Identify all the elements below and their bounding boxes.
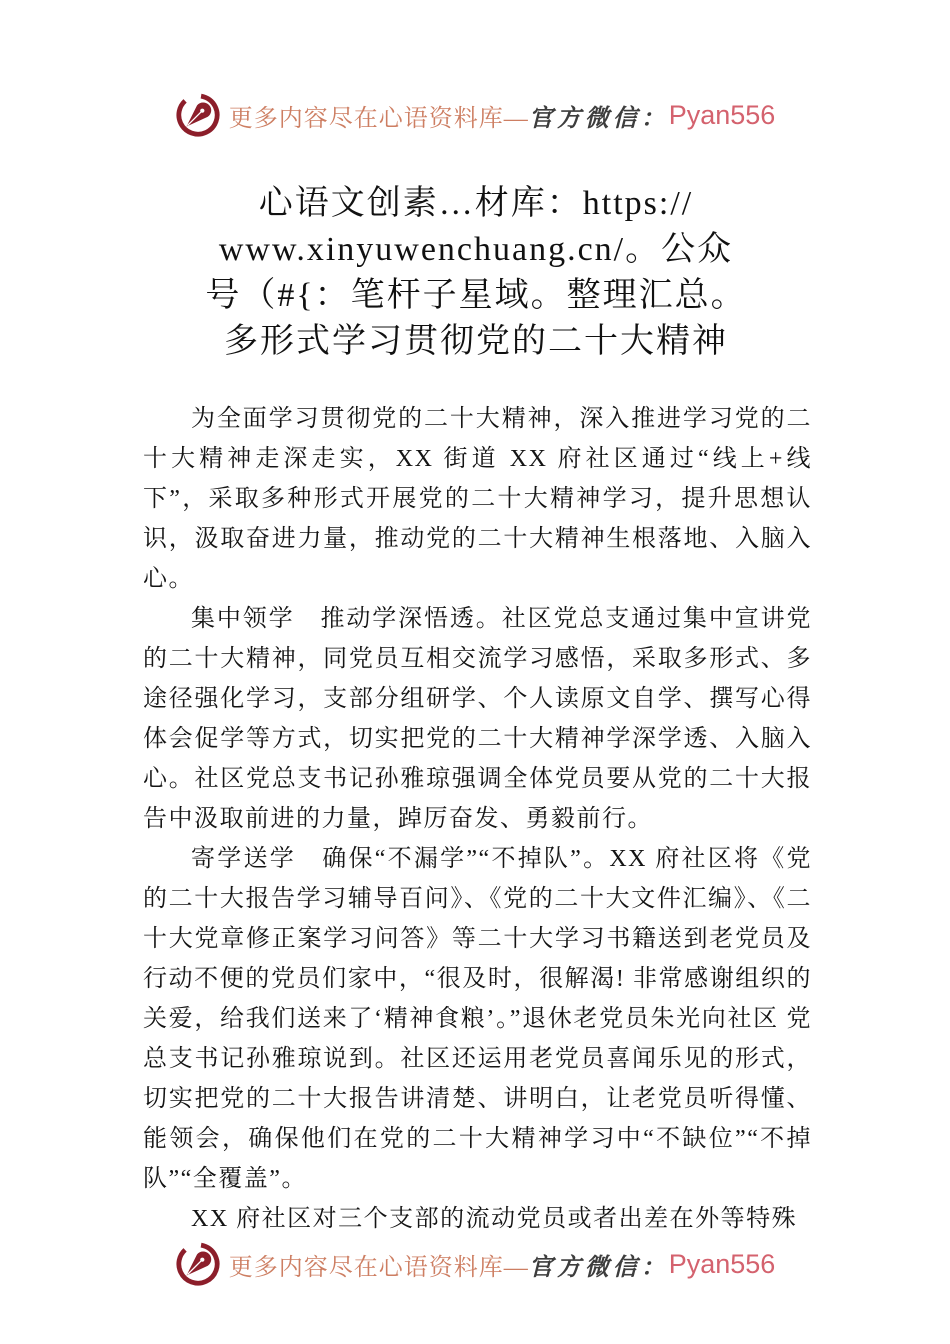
- watermark-wechat-id: Pyan556: [668, 1248, 776, 1279]
- paragraph-3: 寄学送学 确保“不漏学”“不掉队”。XX 府社区将《党的二十大报告学习辅导百问》、《党的二十大文件汇编》、《二 十大党章修正案学习问答》等二十大学习书籍送到老党员及行动不便的党员们家中，“很及时，很解渴! 非常感谢组织的 关爱，给我们送来了‘精神食粮’。”退休老党员朱光向社区 党总支书记孙雅琼说到。社区还运用老党员喜闻乐见的形式， 切实把党的二十大报告讲清楚、讲明白，让老党员听得懂、能领会，确保他们在党的二十大精神学习中“不缺位”“不掉 队”“全覆盖”。: [143, 846, 812, 1192]
- pen-nib-circle-icon: [175, 1241, 221, 1287]
- watermark-text: 更多内容尽在心语资料库—: [228, 1254, 529, 1281]
- paragraph-2: 集中领学 推动学深悟透。社区党总支通过集中宣讲党的二十大精神，同党员互相交流学习感悟，采取多形式、多途径强化学习，支部分组研学、个人读原文自学、撰写心得体会促学等方式，切实把党的二十大精神学深学透、入脑入心。社区党总支书记孙雅琼强调全体党员要从党的二十大报告中汲取前进的力量，踔厉奋发、勇毅前行。: [143, 606, 812, 832]
- watermark-header: [0, 92, 950, 138]
- title-line-4: 多形式学习贯彻党的二十大精神: [224, 323, 728, 360]
- title-line-1: 心语文创素…材库：https://: [258, 185, 694, 222]
- watermark-footer: [0, 1241, 950, 1287]
- watermark-text: 更多内容尽在心语资料库—: [228, 105, 529, 132]
- paragraph-1: 为全面学习贯彻党的二十大精神，深入推进学习党的二十大精神走深走实，XX 街道 XX 府社区通过“线上+线下”，采取多种形式开展党的二十大精神学习，提升思想认识，汲取奋进力量，推动党的二十大精神生根落地、入脑入心。: [143, 406, 812, 592]
- paragraph-4: XX 府社区对三个支部的流动党员或者出差在外等特殊: [191, 1206, 798, 1232]
- pen-nib-circle-icon: [175, 92, 221, 138]
- document-body: [143, 399, 812, 1239]
- watermark-wechat-label: 官方微信：: [528, 1251, 669, 1281]
- watermark-wechat-id: Pyan556: [668, 99, 776, 130]
- title-line-3: 号（#{：笔杆子星域。整理汇总。: [205, 277, 747, 314]
- watermark-wechat-label: 官方微信：: [528, 102, 669, 132]
- document-title: [140, 181, 812, 365]
- title-line-2: www.xinyuwenchuang.cn/。公众: [218, 231, 734, 268]
